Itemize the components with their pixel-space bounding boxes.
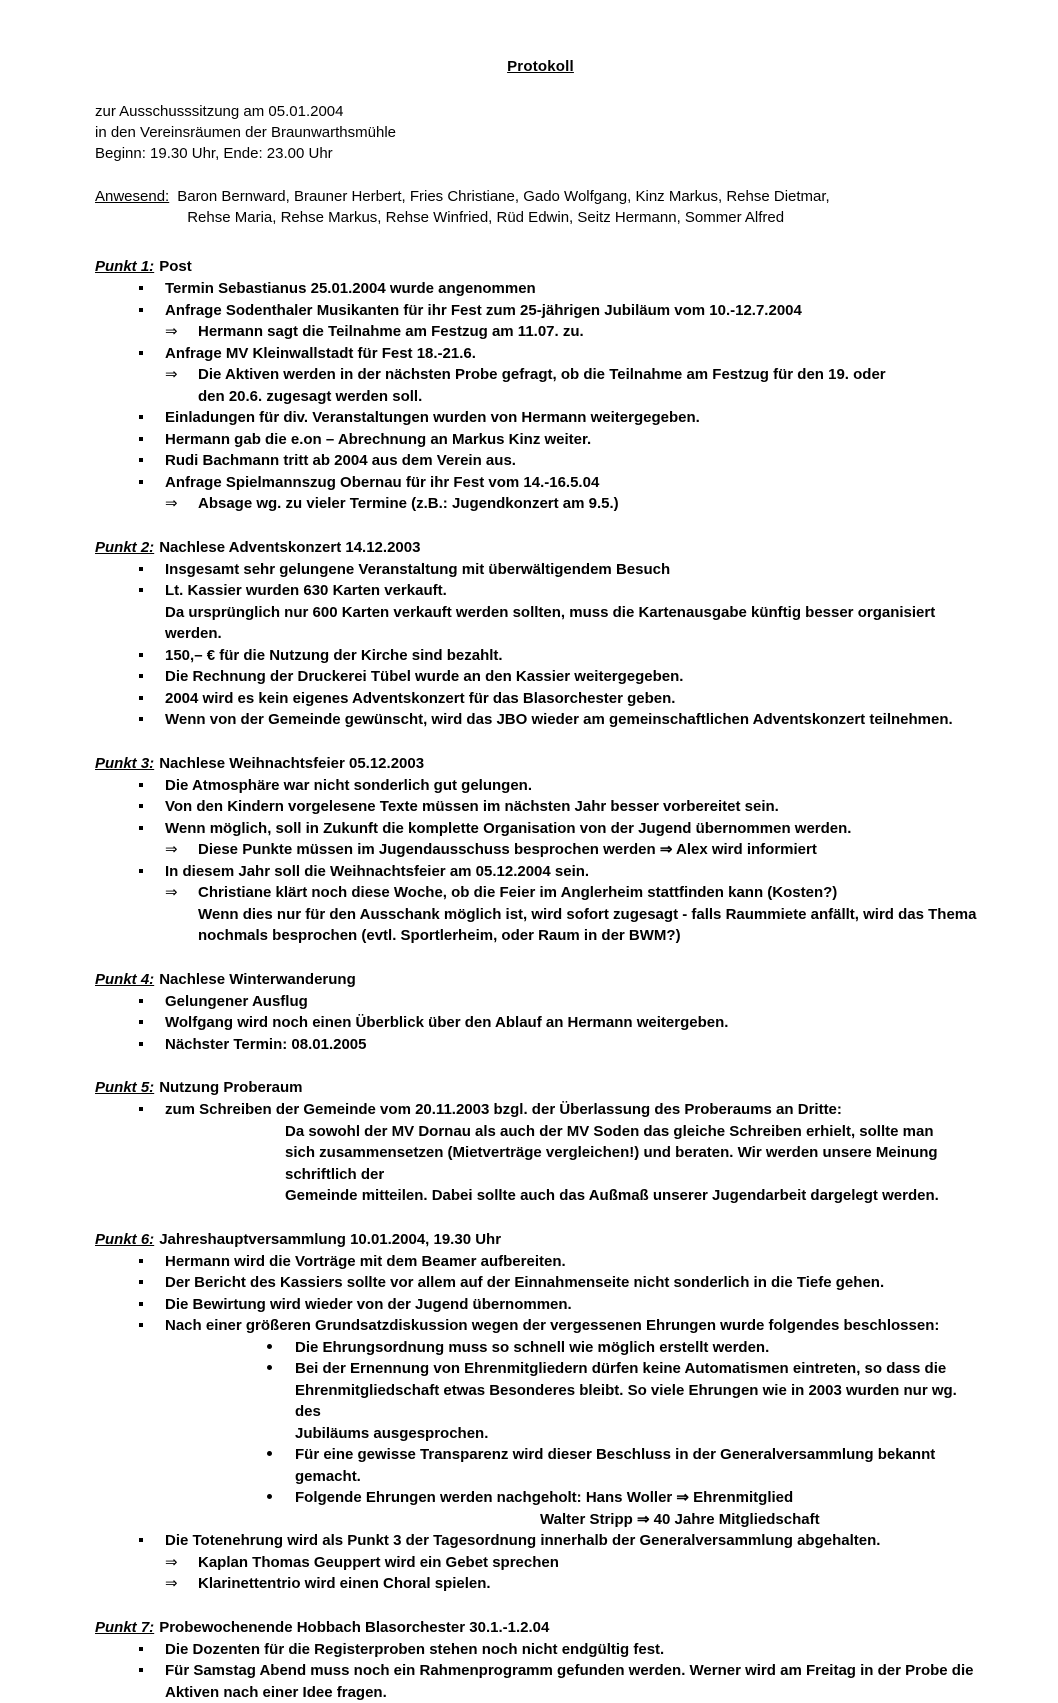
- sub-item-continuation: nochmals besprochen (evtl. Sportlerheim, oder Raum in der BWM?): [198, 925, 986, 947]
- attendees-line-1: Baron Bernward, Brauner Herbert, Fries Christiane, Gado Wolfgang, Kinz Markus, Rehse Dietmar,: [177, 186, 986, 207]
- list-item-text: Für Samstag Abend muss noch ein Rahmenprogramm gefunden werden. Werner wird am Freitag in der Probe die: [165, 1662, 973, 1679]
- sub-item-text: Die Aktiven werden in der nächsten Probe gefragt, ob die Teilnahme am Festzug für den 19. oder: [198, 366, 886, 383]
- meeting-meta-block: [95, 101, 986, 164]
- punkt-title-2: Nachlese Adventskonzert 14.12.2003: [159, 539, 420, 556]
- list-item-continuation: Da sowohl der MV Dornau als auch der MV Soden das gleiche Schreiben erhielt, sollte man: [95, 1121, 986, 1143]
- list-punkt-4: [95, 991, 986, 1056]
- list-item: [95, 1251, 986, 1273]
- list-item: [95, 429, 986, 451]
- square-bullet-icon: [139, 804, 143, 808]
- list-item-text: In diesem Jahr soll die Weihnachtsfeier am 05.12.2004 sein.: [165, 863, 589, 880]
- double-arrow-icon: ⇒: [165, 493, 178, 515]
- punkt-title-1: Post: [159, 258, 192, 275]
- list-punkt-3: [95, 775, 986, 947]
- punkt-label-3: Punkt 3:: [95, 755, 154, 772]
- list-item: [95, 1444, 986, 1487]
- square-bullet-icon: [139, 1042, 143, 1046]
- list-item-text: Gelungener Ausflug: [165, 993, 308, 1010]
- list-item-text: Die Rechnung der Druckerei Tübel wurde an den Kassier weitergegeben.: [165, 668, 683, 685]
- square-bullet-icon: [139, 437, 143, 441]
- list-item: [95, 1012, 986, 1034]
- section-punkt-7: [95, 1617, 986, 1703]
- square-bullet-icon: [139, 783, 143, 787]
- double-arrow-icon: ⇒: [165, 1552, 178, 1574]
- meeting-meta-line-3: Beginn: 19.30 Uhr, Ende: 23.00 Uhr: [95, 143, 986, 164]
- list-item: [95, 1660, 986, 1703]
- list-item: [95, 991, 986, 1013]
- square-bullet-icon: [139, 653, 143, 657]
- list-punkt-2: [95, 559, 986, 731]
- square-bullet-icon: [139, 696, 143, 700]
- punkt-title-5: Nutzung Proberaum: [159, 1079, 302, 1096]
- list-item-text: Die Ehrungsordnung muss so schnell wie möglich erstellt werden.: [295, 1339, 769, 1356]
- list-item-continuation: Ehrenmitgliedschaft etwas Besonderes bleibt. So viele Ehrungen wie in 2003 wurden nur wg. des: [295, 1380, 986, 1423]
- sub-item-text: Klarinettentrio wird einen Choral spielen.: [198, 1575, 491, 1592]
- list-item: [95, 818, 986, 840]
- section-punkt-4: [95, 969, 986, 1056]
- section-heading-3: [95, 753, 986, 774]
- list-item: [95, 580, 986, 602]
- list-item-text: Die Totenehrung wird als Punkt 3 der Tagesordnung innerhalb der Generalversammlung abgehalten.: [165, 1532, 880, 1549]
- round-bullet-icon: [267, 1365, 272, 1370]
- sub-item: [95, 1573, 986, 1595]
- punkt-title-3: Nachlese Weihnachtsfeier 05.12.2003: [159, 755, 424, 772]
- list-item-text: Insgesamt sehr gelungene Veranstaltung mit überwältigendem Besuch: [165, 561, 670, 578]
- list-punkt-6: [95, 1251, 986, 1595]
- list-item: [95, 1272, 986, 1294]
- square-bullet-icon: [139, 1538, 143, 1542]
- punkt-title-7: Probewochenende Hobbach Blasorchester 30.1.-1.2.04: [159, 1619, 549, 1636]
- list-item-text: Die Atmosphäre war nicht sonderlich gut gelungen.: [165, 777, 532, 794]
- list-item-continuation: Gemeinde mitteilen. Dabei sollte auch das Außmaß unserer Jugendarbeit dargelegt werden.: [95, 1185, 986, 1207]
- list-punkt-1: [95, 278, 986, 515]
- attendees-block: [95, 186, 986, 228]
- section-punkt-2: [95, 537, 986, 731]
- list-item: [95, 1639, 986, 1661]
- double-arrow-icon: ⇒: [165, 882, 178, 904]
- list-item-text: Einladungen für div. Veranstaltungen wurden von Hermann weitergegeben.: [165, 409, 700, 426]
- square-bullet-icon: [139, 1020, 143, 1024]
- square-bullet-icon: [139, 1323, 143, 1327]
- sub-item: [95, 493, 986, 515]
- meeting-meta-line-1: zur Ausschusssitzung am 05.01.2004: [95, 101, 986, 122]
- square-bullet-icon: [139, 308, 143, 312]
- list-item: [95, 861, 986, 883]
- list-item: [95, 796, 986, 818]
- list-item-text: Wenn von der Gemeinde gewünscht, wird das JBO wieder am gemeinschaftlichen Adventskonzert teilnehmen.: [165, 711, 953, 728]
- list-item: [95, 407, 986, 429]
- list-item-text: Folgende Ehrungen werden nachgeholt: Hans Woller ⇒ Ehrenmitglied: [295, 1489, 793, 1506]
- list-item-text: Die Dozenten für die Registerproben stehen noch nicht endgültig fest.: [165, 1641, 664, 1658]
- list-item-text: Bei der Ernennung von Ehrenmitgliedern dürfen keine Automatismen eintreten, so dass die: [295, 1360, 946, 1377]
- list-item: [95, 775, 986, 797]
- square-bullet-icon: [139, 1302, 143, 1306]
- square-bullet-icon: [139, 588, 143, 592]
- square-bullet-icon: [139, 1107, 143, 1111]
- list-item-text: Hermann gab die e.on – Abrechnung an Markus Kinz weiter.: [165, 431, 591, 448]
- list-item-text: Nächster Termin: 08.01.2005: [165, 1036, 367, 1053]
- sub-item-text: Christiane klärt noch diese Woche, ob die Feier im Anglerheim stattfinden kann (Kosten?): [198, 884, 837, 901]
- section-punkt-6: [95, 1229, 986, 1595]
- section-punkt-5: [95, 1077, 986, 1207]
- list-item-continuation: Aktiven nach einer Idee fragen.: [165, 1682, 986, 1703]
- honor-second-entry: Walter Stripp ⇒ 40 Jahre Mitgliedschaft: [295, 1509, 986, 1531]
- meeting-meta-line-2: in den Vereinsräumen der Braunwarthsmühle: [95, 122, 986, 143]
- list-item-continuation: sich zusammensetzen (Mietverträge vergleichen!) und beraten. Wir werden unsere Meinung schriftlich der: [95, 1142, 986, 1185]
- punkt-label-7: Punkt 7:: [95, 1619, 154, 1636]
- list-item: [95, 1315, 986, 1337]
- list-item-text: Die Bewirtung wird wieder von der Jugend übernommen.: [165, 1296, 572, 1313]
- attendees-line-2: Rehse Maria, Rehse Markus, Rehse Winfried, Rüd Edwin, Seitz Hermann, Sommer Alfred: [177, 207, 986, 228]
- list-item-text: Rudi Bachmann tritt ab 2004 aus dem Verein aus.: [165, 452, 516, 469]
- section-heading-5: [95, 1077, 986, 1098]
- list-item-text: Von den Kindern vorgelesene Texte müssen im nächsten Jahr besser vorbereitet sein.: [165, 798, 779, 815]
- punkt-title-4: Nachlese Winterwanderung: [159, 971, 356, 988]
- list-item-text: 150,– € für die Nutzung der Kirche sind bezahlt.: [165, 647, 503, 664]
- list-item-text: Der Bericht des Kassiers sollte vor allem auf der Einnahmenseite nicht sonderlich in die Tiefe gehen.: [165, 1274, 884, 1291]
- round-bullet-icon: [267, 1494, 272, 1499]
- square-bullet-icon: [139, 826, 143, 830]
- list-item-text: Lt. Kassier wurden 630 Karten verkauft.: [165, 582, 447, 599]
- list-item: [95, 343, 986, 365]
- punkt-title-6: Jahreshauptversammlung 10.01.2004, 19.30 Uhr: [159, 1231, 501, 1248]
- list-item: [95, 1487, 986, 1530]
- punkt-label-5: Punkt 5:: [95, 1079, 154, 1096]
- attendees-names: [177, 186, 986, 228]
- sub-item-continuation: den 20.6. zugesagt werden soll.: [198, 386, 986, 408]
- double-arrow-icon: ⇒: [165, 1573, 178, 1595]
- list-item: [95, 1294, 986, 1316]
- list-item-text: Hermann wird die Vorträge mit dem Beamer aufbereiten.: [165, 1253, 566, 1270]
- sub-item-text: Kaplan Thomas Geuppert wird ein Gebet sprechen: [198, 1554, 559, 1571]
- section-punkt-3: [95, 753, 986, 947]
- section-heading-2: [95, 537, 986, 558]
- square-bullet-icon: [139, 999, 143, 1003]
- square-bullet-icon: [139, 1647, 143, 1651]
- square-bullet-icon: [139, 869, 143, 873]
- round-bullet-icon: [267, 1451, 272, 1456]
- square-bullet-icon: [139, 351, 143, 355]
- list-item: [95, 1034, 986, 1056]
- list-punkt-5: [95, 1099, 986, 1207]
- square-bullet-icon: [139, 286, 143, 290]
- attendees-label: Anwesend:: [95, 186, 169, 207]
- list-item-text: Wenn möglich, soll in Zukunft die komplette Organisation von der Jugend übernommen werden.: [165, 820, 851, 837]
- sub-item: [95, 321, 986, 343]
- square-bullet-icon: [139, 567, 143, 571]
- list-item-text: Anfrage Spielmannszug Obernau für ihr Fest vom 14.-16.5.04: [165, 474, 599, 491]
- list-item-text: Wolfgang wird noch einen Überblick über den Ablauf an Hermann weitergeben.: [165, 1014, 728, 1031]
- square-bullet-icon: [139, 415, 143, 419]
- double-arrow-icon: ⇒: [165, 364, 178, 386]
- list-item: [95, 1337, 986, 1359]
- square-bullet-icon: [139, 1259, 143, 1263]
- list-item-text: Anfrage Sodenthaler Musikanten für ihr Fest zum 25-jährigen Jubiläum vom 10.-12.7.2004: [165, 302, 802, 319]
- punkt-label-4: Punkt 4:: [95, 971, 154, 988]
- round-bullet-icon: [267, 1344, 272, 1349]
- list-item: [95, 666, 986, 688]
- double-arrow-icon: ⇒: [165, 839, 178, 861]
- list-punkt-7: [95, 1639, 986, 1703]
- list-item: [95, 1099, 986, 1121]
- sub-item: [95, 1552, 986, 1574]
- sub-item-continuation: Wenn dies nur für den Ausschank möglich ist, wird sofort zugesagt - falls Raummiete anfällt, wird das Thema: [198, 904, 986, 926]
- list-item: [95, 1358, 986, 1444]
- list-item-continuation: Jubiläums ausgesprochen.: [295, 1423, 986, 1445]
- section-heading-6: [95, 1229, 986, 1250]
- list-item: [95, 688, 986, 710]
- section-heading-4: [95, 969, 986, 990]
- document-title: Protokoll: [95, 58, 986, 75]
- list-item: [95, 450, 986, 472]
- section-heading-7: [95, 1617, 986, 1638]
- section-punkt-1: [95, 256, 986, 515]
- sub-item: [95, 882, 986, 947]
- list-item-text: Termin Sebastianus 25.01.2004 wurde angenommen: [165, 280, 536, 297]
- list-item: [95, 559, 986, 581]
- list-item: [95, 278, 986, 300]
- sub-item-text: Absage wg. zu vieler Termine (z.B.: Jugendkonzert am 9.5.): [198, 495, 619, 512]
- square-bullet-icon: [139, 458, 143, 462]
- punkt-label-6: Punkt 6:: [95, 1231, 154, 1248]
- sublist-ehrungen: [95, 1337, 986, 1531]
- sub-item-text: Diese Punkte müssen im Jugendausschuss besprochen werden ⇒ Alex wird informiert: [198, 841, 817, 858]
- square-bullet-icon: [139, 674, 143, 678]
- sub-item-text: Hermann sagt die Teilnahme am Festzug am 11.07. zu.: [198, 323, 584, 340]
- double-arrow-icon: ⇒: [165, 321, 178, 343]
- punkt-label-1: Punkt 1:: [95, 258, 154, 275]
- list-item-text: Anfrage MV Kleinwallstadt für Fest 18.-21.6.: [165, 345, 476, 362]
- sub-item: [95, 839, 986, 861]
- list-item: [95, 300, 986, 322]
- list-item: [95, 1530, 986, 1552]
- square-bullet-icon: [139, 1280, 143, 1284]
- square-bullet-icon: [139, 717, 143, 721]
- list-item: [95, 709, 986, 731]
- list-item: [95, 472, 986, 494]
- punkt-label-2: Punkt 2:: [95, 539, 154, 556]
- section-heading-1: [95, 256, 986, 277]
- square-bullet-icon: [139, 1668, 143, 1672]
- list-item-text: Nach einer größeren Grundsatzdiskussion wegen der vergessenen Ehrungen wurde folgendes beschlossen:: [165, 1317, 939, 1334]
- list-item-text: 2004 wird es kein eigenes Adventskonzert für das Blasorchester geben.: [165, 690, 675, 707]
- list-item-text: zum Schreiben der Gemeinde vom 20.11.2003 bzgl. der Überlassung des Proberaums an Dritte:: [165, 1101, 842, 1118]
- list-item: [95, 645, 986, 667]
- square-bullet-icon: [139, 480, 143, 484]
- sub-item: [95, 364, 986, 407]
- list-item-text: Für eine gewisse Transparenz wird dieser Beschluss in der Generalversammlung bekannt gemacht.: [295, 1446, 935, 1485]
- list-item-continuation: Da ursprünglich nur 600 Karten verkauft werden sollten, muss die Kartenausgabe künftig besser organisiert werden.: [95, 602, 986, 645]
